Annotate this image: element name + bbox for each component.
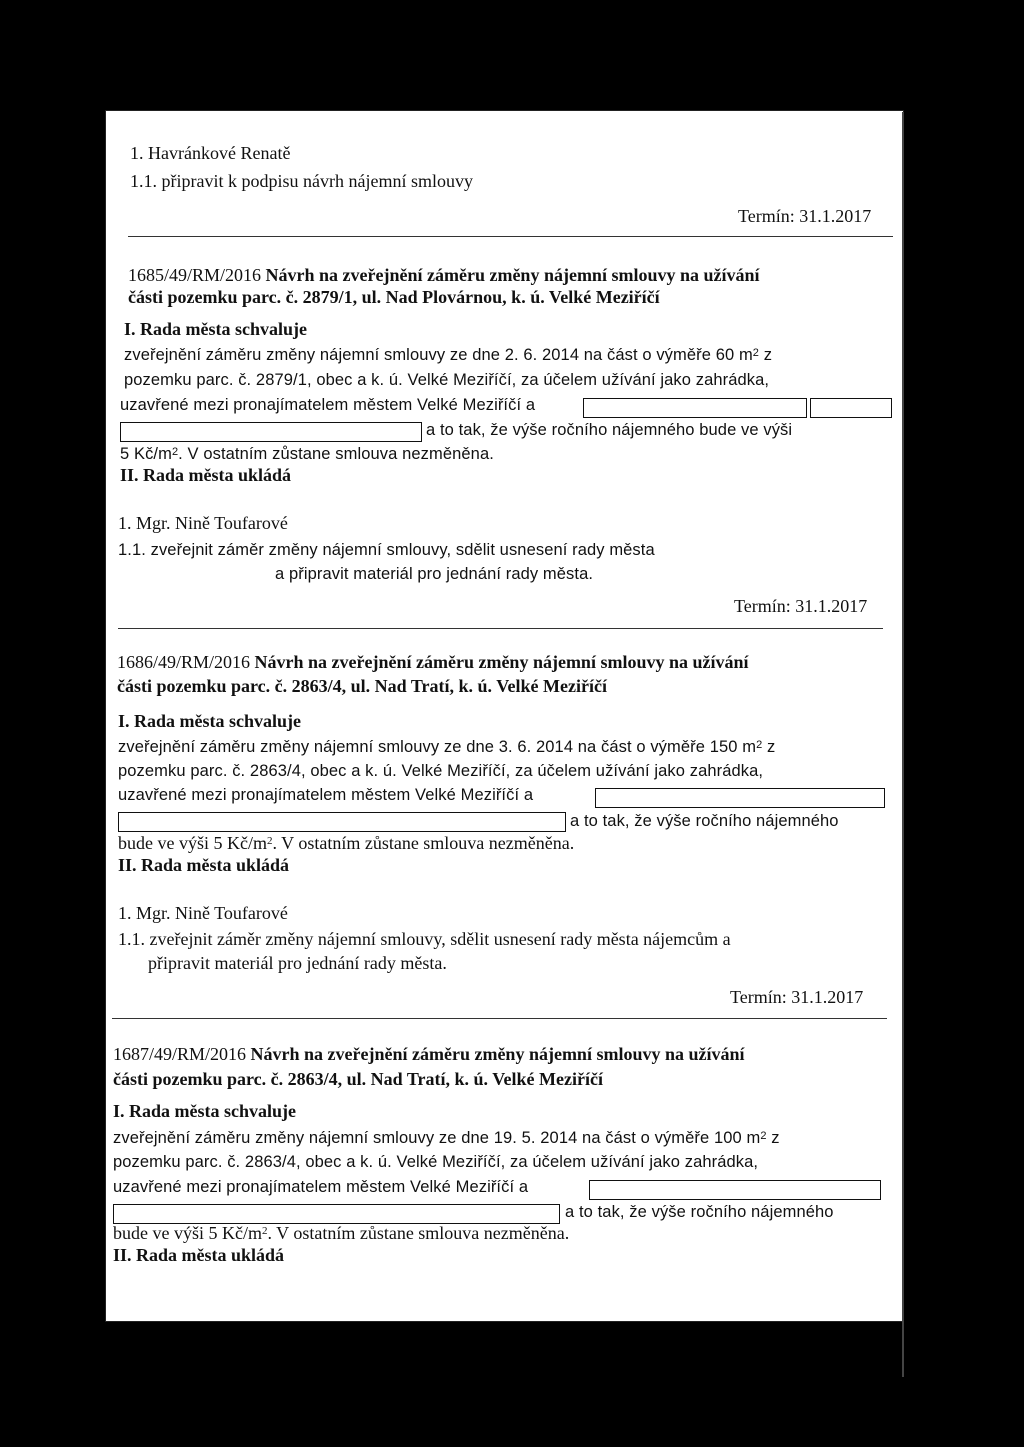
separator — [128, 236, 893, 237]
assignee-name: 1. Mgr. Nině Toufarové — [118, 903, 288, 923]
approve-text-line: zveřejnění záměru změny nájemní smlouvy ze dne 19. 5. 2014 na část o výměře 100 $m^2$ z — [113, 1129, 780, 1147]
approve-text-line: a to tak, že výše ročního nájemného — [565, 1203, 834, 1221]
approve-text-line: bude ve výši 5 $Kč/m^2$. V ostatním zůstane smlouva nezměněna. — [118, 833, 575, 853]
order-heading: II. Rada města ukládá — [113, 1245, 285, 1265]
approve-text-line: pozemku parc. č. 2863/4, obec a k. ú. Velké Meziříčí, za účelem užívání jako zahrádka, — [113, 1153, 759, 1171]
resolution-title-cont: části pozemku parc. č. 2879/1, ul. Nad Plovárnou, k. ú. Velké Meziříčí — [128, 287, 660, 307]
resolution-heading — [128, 264, 759, 286]
approve-text-line: pozemku parc. č. 2863/4, obec a k. ú. Velké Meziříčí, za účelem užívání jako zahrádka, — [118, 762, 764, 780]
assignee-name: 1. Havránkové Renatě — [130, 143, 291, 163]
task-item-cont: připravit materiál pro jednání rady města. — [148, 953, 447, 973]
resolution-heading — [117, 651, 748, 673]
resolution-id: 1686/49/RM/2016 — [117, 652, 251, 672]
approve-text-line: uzavřené mezi pronajímatelem městem Velké Meziříčí a — [113, 1178, 529, 1196]
order-heading: II. Rada města ukládá — [120, 465, 292, 485]
redacted-box — [583, 398, 807, 418]
task-item-cont: a připravit materiál pro jednání rady města. — [275, 565, 594, 583]
deadline: Termín: 31.1.2017 — [734, 596, 868, 616]
approve-text-line: bude ve výši 5 $Kč/m^2$. V ostatním zůstane smlouva nezměněna. — [113, 1223, 570, 1243]
task-item: 1.1. zveřejnit záměr změny nájemní smlouvy, sdělit usnesení rady města nájemcům a — [118, 929, 731, 949]
approve-heading: I. Rada města schvaluje — [118, 711, 301, 731]
resolution-title-cont: části pozemku parc. č. 2863/4, ul. Nad Tratí, k. ú. Velké Meziříčí — [113, 1069, 603, 1089]
approve-text-line: a to tak, že výše ročního nájemného bude ve výši — [426, 421, 793, 439]
redacted-box — [595, 788, 885, 808]
redacted-box — [113, 1204, 560, 1224]
task-item: 1.1. připravit k podpisu návrh nájemní smlouvy — [130, 171, 473, 191]
resolution-id: 1685/49/RM/2016 — [128, 265, 262, 285]
redacted-box — [589, 1180, 881, 1200]
redacted-box — [120, 422, 422, 442]
approve-text-line: zveřejnění záměru změny nájemní smlouvy ze dne 3. 6. 2014 na část o výměře 150 $m^2$ z — [118, 738, 776, 756]
page-border-right — [902, 112, 904, 1377]
approve-text-line: a to tak, že výše ročního nájemného — [570, 812, 839, 830]
resolution-title: Návrh na zveřejnění záměru změny nájemní smlouvy na užívání — [254, 652, 749, 672]
resolution-heading — [113, 1043, 744, 1065]
approve-heading: I. Rada města schvaluje — [113, 1101, 296, 1121]
approve-text-line: 5 $Kč/m^2$. V ostatním zůstane smlouva nezměněna. — [120, 445, 494, 463]
redacted-box — [118, 812, 566, 832]
resolution-title: Návrh na zveřejnění záměru změny nájemní smlouvy na užívání — [250, 1044, 745, 1064]
approve-text-line: zveřejnění záměru změny nájemní smlouvy ze dne 2. 6. 2014 na část o výměře 60 $m^2$ z — [124, 346, 773, 364]
approve-text-line: uzavřené mezi pronajímatelem městem Velké Meziříčí a — [120, 396, 536, 414]
resolution-title-cont: části pozemku parc. č. 2863/4, ul. Nad Tratí, k. ú. Velké Meziříčí — [117, 676, 607, 696]
deadline: Termín: 31.1.2017 — [730, 987, 864, 1007]
separator — [112, 1018, 887, 1019]
order-heading: II. Rada města ukládá — [118, 855, 290, 875]
separator — [118, 628, 883, 629]
deadline: Termín: 31.1.2017 — [738, 206, 872, 226]
resolution-title: Návrh na zveřejnění záměru změny nájemní smlouvy na užívání — [265, 265, 760, 285]
approve-heading: I. Rada města schvaluje — [124, 319, 307, 339]
assignee-name: 1. Mgr. Nině Toufarové — [118, 513, 288, 533]
resolution-id: 1687/49/RM/2016 — [113, 1044, 247, 1064]
redacted-box — [810, 398, 892, 418]
task-item: 1.1. zveřejnit záměr změny nájemní smlouvy, sdělit usnesení rady města — [118, 541, 655, 559]
approve-text-line: pozemku parc. č. 2879/1, obec a k. ú. Velké Meziříčí, za účelem užívání jako zahrádka, — [124, 371, 770, 389]
approve-text-line: uzavřené mezi pronajímatelem městem Velké Meziříčí a — [118, 786, 534, 804]
